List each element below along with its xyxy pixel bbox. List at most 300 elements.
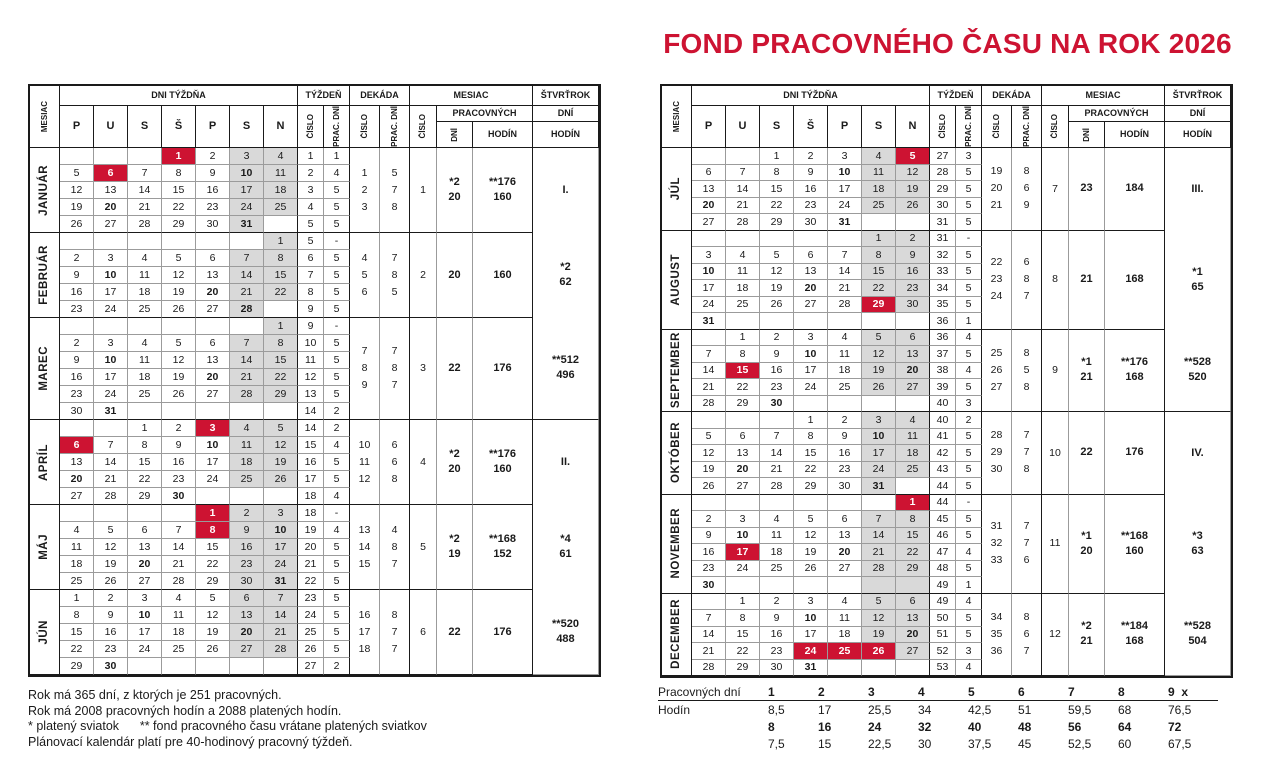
day-cell: 14 xyxy=(726,181,760,198)
day-cell xyxy=(726,495,760,512)
week-number-cell: 35 xyxy=(930,297,956,314)
month-label: MAREC xyxy=(30,318,60,420)
dekada-number-cell: 25 26 27 xyxy=(982,330,1012,413)
week-workdays-cell: 5 xyxy=(956,198,982,215)
day-cell: 3 xyxy=(230,148,264,165)
day-cell: 11 xyxy=(726,264,760,281)
day-cell: 19 xyxy=(862,627,896,644)
day-cell: 13 xyxy=(896,610,930,627)
day-cell: 25 xyxy=(128,301,162,318)
header-stvrtrok-hodin: HODÍN xyxy=(533,122,599,148)
day-cell: 24 xyxy=(794,379,828,396)
week-number-cell: 29 xyxy=(930,181,956,198)
month-hours-cell: 176 xyxy=(473,318,533,420)
month-hours-cell: **168 152 xyxy=(473,505,533,590)
header-pracovnych-dni: DNÍ xyxy=(1069,122,1105,148)
day-cell: 15 xyxy=(196,539,230,556)
week-workdays-cell: 5 xyxy=(956,429,982,446)
day-cell: 18 xyxy=(128,284,162,301)
header-day-6: S xyxy=(862,106,896,148)
hours-value-cell: 68 xyxy=(1118,702,1132,717)
hours-value-cell: 48 xyxy=(1018,719,1032,734)
day-cell: 12 xyxy=(60,182,94,199)
day-cell: 11 xyxy=(760,528,794,545)
day-cell: 18 xyxy=(230,454,264,471)
month-label: NOVEMBER xyxy=(662,495,692,594)
hours-row-label-empty xyxy=(658,735,768,752)
day-cell: 22 xyxy=(60,641,94,658)
hours-corner-label: Pracovných dní xyxy=(658,684,768,701)
day-cell: 4 xyxy=(60,522,94,539)
week-number-cell: 5 xyxy=(298,233,324,250)
day-cell: 4 xyxy=(162,590,196,607)
week-number-cell: 41 xyxy=(930,429,956,446)
day-cell: 2 xyxy=(162,420,196,437)
day-cell: 19 xyxy=(196,624,230,641)
hours-day-count-header: 7 xyxy=(1068,684,1118,701)
dekada-number-cell: 19 20 21 xyxy=(982,148,1012,231)
day-cell: 18 xyxy=(828,363,862,380)
week-workdays-cell: 5 xyxy=(324,607,350,624)
day-cell: 28 xyxy=(726,214,760,231)
day-cell xyxy=(94,505,128,522)
day-cell xyxy=(264,301,298,318)
header-dni-tyzdna: DNI TÝŽDŇA xyxy=(60,86,298,106)
week-workdays-cell: 1 xyxy=(324,148,350,165)
day-cell xyxy=(896,577,930,594)
day-cell: 6 xyxy=(896,594,930,611)
week-number-cell: 36 xyxy=(930,330,956,347)
day-cell: 6 xyxy=(196,335,230,352)
header-dekada: DEKÁDA xyxy=(982,86,1042,106)
day-cell: 16 xyxy=(896,264,930,281)
day-cell: 28 xyxy=(230,386,264,403)
day-cell: 12 xyxy=(692,445,726,462)
day-cell: 9 xyxy=(196,165,230,182)
week-workdays-cell: - xyxy=(324,233,350,250)
week-workdays-cell: 4 xyxy=(956,544,982,561)
day-cell: 15 xyxy=(794,445,828,462)
day-cell: 4 xyxy=(862,148,896,165)
day-cell: 25 xyxy=(128,386,162,403)
month-hours-cell: **168 160 xyxy=(1105,495,1165,594)
month-hours-cell: 176 xyxy=(473,590,533,675)
week-number-cell: 17 xyxy=(298,471,324,488)
day-cell: 19 xyxy=(692,462,726,479)
header-tyzden: TÝŽDEŇ xyxy=(298,86,350,106)
day-cell: 24 xyxy=(196,471,230,488)
week-workdays-cell: 5 xyxy=(956,445,982,462)
hours-value-cell: 37,5 xyxy=(968,736,992,751)
day-cell xyxy=(862,660,896,677)
week-number-cell: 34 xyxy=(930,280,956,297)
week-workdays-cell: - xyxy=(956,231,982,248)
day-cell: 23 xyxy=(896,280,930,297)
day-cell: 22 xyxy=(264,284,298,301)
day-cell: 27 xyxy=(196,386,230,403)
header-day-4: Š xyxy=(794,106,828,148)
day-cell: 5 xyxy=(264,420,298,437)
day-cell xyxy=(862,577,896,594)
day-cell: 18 xyxy=(760,544,794,561)
day-cell: 22 xyxy=(264,369,298,386)
day-cell: 28 xyxy=(760,478,794,495)
note-line: * platený sviatok ** fond pracovného času vrátane platených sviatkov xyxy=(28,719,427,733)
day-cell: 21 xyxy=(726,198,760,215)
quarter-value: I. xyxy=(562,183,569,196)
day-cell xyxy=(128,233,162,250)
day-cell: 20 xyxy=(828,544,862,561)
day-cell: 15 xyxy=(862,264,896,281)
header-day-7: N xyxy=(896,106,930,148)
dekada-workdays-cell: 7 8 5 xyxy=(380,233,410,318)
header-dekada-cislo: ČÍSLO xyxy=(982,106,1012,148)
day-cell: 2 xyxy=(896,231,930,248)
week-number-cell: 53 xyxy=(930,660,956,677)
day-cell: 17 xyxy=(828,181,862,198)
month-label: DECEMBER xyxy=(662,594,692,677)
day-cell: 24 xyxy=(726,561,760,578)
day-cell: 5 xyxy=(794,511,828,528)
week-number-cell: 30 xyxy=(930,198,956,215)
day-cell: 20 xyxy=(94,199,128,216)
day-cell: 23 xyxy=(828,462,862,479)
day-cell xyxy=(128,318,162,335)
week-number-cell: 22 xyxy=(298,573,324,590)
month-number-cell: 1 xyxy=(410,148,437,233)
day-cell: 15 xyxy=(896,528,930,545)
month-label: OKTÓBER xyxy=(662,412,692,495)
day-cell: 7 xyxy=(862,511,896,528)
header-mesiac-group: MESIAC xyxy=(410,86,533,106)
day-cell xyxy=(162,233,196,250)
day-cell: 21 xyxy=(230,284,264,301)
header-pracovnych: PRACOVNÝCH xyxy=(437,106,533,122)
day-cell: 28 xyxy=(828,297,862,314)
day-cell: 17 xyxy=(264,539,298,556)
day-cell: 23 xyxy=(60,301,94,318)
day-cell: 8 xyxy=(726,610,760,627)
day-cell: 22 xyxy=(726,643,760,660)
day-cell: 15 xyxy=(60,624,94,641)
day-cell: 10 xyxy=(196,437,230,454)
day-cell: 12 xyxy=(862,610,896,627)
quarter-value: **520 488 xyxy=(552,617,579,645)
week-workdays-cell: 3 xyxy=(956,643,982,660)
hours-day-count-header: 5 xyxy=(968,684,1018,701)
month-workdays-cell: *2 19 xyxy=(437,505,473,590)
day-cell: 5 xyxy=(862,330,896,347)
quarter-value: **528 504 xyxy=(1184,619,1211,647)
month-hours-cell: **176 160 xyxy=(473,148,533,233)
day-cell: 2 xyxy=(760,594,794,611)
hours-value-cell: 22,5 xyxy=(868,736,892,751)
week-workdays-cell: 5 xyxy=(324,267,350,284)
week-number-cell: 28 xyxy=(930,165,956,182)
hours-value-cell: 60 xyxy=(1118,736,1132,751)
header-day-7: N xyxy=(264,106,298,148)
day-cell xyxy=(828,313,862,330)
hours-value-cell: 8,5 xyxy=(768,702,785,717)
day-cell: 24 xyxy=(862,462,896,479)
day-cell: 13 xyxy=(196,267,230,284)
day-cell: 27 xyxy=(230,641,264,658)
quarter-value: *4 61 xyxy=(559,533,572,560)
header-stvrtrok-dni: DNÍ xyxy=(1165,106,1231,122)
week-number-cell: 18 xyxy=(298,505,324,522)
day-cell: 14 xyxy=(692,627,726,644)
week-workdays-cell: 4 xyxy=(956,330,982,347)
day-cell: 18 xyxy=(862,181,896,198)
day-cell xyxy=(94,420,128,437)
week-workdays-cell: 4 xyxy=(324,488,350,505)
day-cell: 14 xyxy=(94,454,128,471)
day-cell: 30 xyxy=(896,297,930,314)
header-day-3: S xyxy=(128,106,162,148)
month-label: MÁJ xyxy=(30,505,60,590)
day-cell: 8 xyxy=(264,250,298,267)
month-label: AUGUST xyxy=(662,231,692,330)
week-number-cell: 37 xyxy=(930,346,956,363)
week-workdays-cell: - xyxy=(324,318,350,335)
day-cell: 21 xyxy=(162,556,196,573)
month-number-cell: 6 xyxy=(410,590,437,675)
day-cell: 23 xyxy=(794,198,828,215)
day-cell: 2 xyxy=(60,250,94,267)
day-cell: 8 xyxy=(862,247,896,264)
week-number-cell: 11 xyxy=(298,352,324,369)
day-cell xyxy=(94,148,128,165)
header-tyzden: TÝŽDEŇ xyxy=(930,86,982,106)
week-number-cell: 33 xyxy=(930,264,956,281)
day-cell: 18 xyxy=(60,556,94,573)
hours-day-count-header: 9 x xyxy=(1168,684,1218,701)
holiday-day-cell: 25 xyxy=(828,643,862,660)
day-cell: 3 xyxy=(94,335,128,352)
week-workdays-cell: 1 xyxy=(956,313,982,330)
day-cell: 7 xyxy=(726,165,760,182)
day-cell: 23 xyxy=(230,556,264,573)
day-cell: 23 xyxy=(760,643,794,660)
day-cell xyxy=(230,488,264,505)
week-number-cell: 48 xyxy=(930,561,956,578)
day-cell: 3 xyxy=(794,330,828,347)
day-cell: 18 xyxy=(828,627,862,644)
day-cell: 7 xyxy=(230,335,264,352)
header-day-4: Š xyxy=(162,106,196,148)
day-cell: 25 xyxy=(60,573,94,590)
day-cell: 7 xyxy=(828,247,862,264)
holiday-day-cell: 6 xyxy=(94,165,128,182)
week-workdays-cell: 5 xyxy=(324,573,350,590)
day-cell: 2 xyxy=(196,148,230,165)
day-cell: 26 xyxy=(896,198,930,215)
hours-value-cell: 25,5 xyxy=(868,702,892,717)
day-cell xyxy=(726,231,760,248)
day-cell: 24 xyxy=(94,301,128,318)
day-cell: 1 xyxy=(726,330,760,347)
day-cell: 6 xyxy=(692,165,726,182)
hours-value-cell: 24 xyxy=(868,719,882,734)
header-mesiac-cislo: ČÍSLO xyxy=(410,106,437,148)
header-dekada-prac-dni: PRAC. DNÍ xyxy=(380,106,410,148)
day-cell: 18 xyxy=(128,369,162,386)
day-cell: 21 xyxy=(760,462,794,479)
day-cell: 25 xyxy=(162,641,196,658)
week-number-cell: 3 xyxy=(298,182,324,199)
day-cell: 8 xyxy=(896,511,930,528)
quarter-cell xyxy=(1165,412,1231,676)
header-mesiac: MESIAC xyxy=(30,86,60,148)
header-dekada: DEKÁDA xyxy=(350,86,410,106)
day-cell xyxy=(896,214,930,231)
week-number-cell: 43 xyxy=(930,462,956,479)
day-cell: 21 xyxy=(828,280,862,297)
week-number-cell: 31 xyxy=(930,231,956,248)
day-cell: 6 xyxy=(726,429,760,446)
day-cell: 9 xyxy=(230,522,264,539)
month-number-cell: 2 xyxy=(410,233,437,318)
day-cell: 6 xyxy=(230,590,264,607)
hours-value-cell: 15 xyxy=(818,736,832,751)
day-cell: 4 xyxy=(896,412,930,429)
header-tyzden-cislo: ČÍSLO xyxy=(298,106,324,148)
month-label: JÚN xyxy=(30,590,60,675)
week-workdays-cell: 5 xyxy=(956,214,982,231)
week-number-cell: 39 xyxy=(930,379,956,396)
week-workdays-cell: 5 xyxy=(324,352,350,369)
day-cell xyxy=(162,318,196,335)
header-pracovnych: PRACOVNÝCH xyxy=(1069,106,1165,122)
week-number-cell: 14 xyxy=(298,420,324,437)
holiday-day-cell: 8 xyxy=(196,522,230,539)
day-cell: 9 xyxy=(94,607,128,624)
day-cell: 28 xyxy=(862,561,896,578)
month-label: JANUÁR xyxy=(30,148,60,233)
day-cell: 26 xyxy=(94,573,128,590)
day-cell: 6 xyxy=(128,522,162,539)
day-cell xyxy=(60,420,94,437)
day-cell: 21 xyxy=(692,379,726,396)
day-cell xyxy=(828,577,862,594)
week-workdays-cell: 1 xyxy=(956,577,982,594)
week-workdays-cell: 3 xyxy=(956,396,982,413)
week-number-cell: 8 xyxy=(298,284,324,301)
day-cell xyxy=(896,660,930,677)
week-number-cell: 12 xyxy=(298,369,324,386)
day-cell: 21 xyxy=(94,471,128,488)
day-cell: 28 xyxy=(230,301,264,318)
holiday-day-cell: 5 xyxy=(896,148,930,165)
day-cell: 28 xyxy=(94,488,128,505)
day-cell: 30 xyxy=(94,658,128,675)
month-workdays-cell: 22 xyxy=(1069,412,1105,495)
hours-value-cell: 34 xyxy=(918,702,932,717)
month-number-cell: 9 xyxy=(1042,330,1069,413)
quarter-value: II. xyxy=(560,455,571,468)
day-cell: 25 xyxy=(760,561,794,578)
header-mesiac-cislo: ČÍSLO xyxy=(1042,106,1069,148)
day-cell: 20 xyxy=(896,363,930,380)
calendar-table-second-half xyxy=(660,84,1233,678)
week-number-cell: 9 xyxy=(298,318,324,335)
day-cell: 11 xyxy=(264,165,298,182)
week-workdays-cell: 5 xyxy=(324,590,350,607)
day-cell: 25 xyxy=(230,471,264,488)
month-workdays-cell: *2 21 xyxy=(1069,594,1105,677)
day-cell: 1 xyxy=(264,233,298,250)
hours-value-cell: 45 xyxy=(1018,736,1032,751)
day-cell xyxy=(264,658,298,675)
day-cell: 3 xyxy=(94,250,128,267)
day-cell xyxy=(230,233,264,250)
day-cell: 14 xyxy=(264,607,298,624)
week-workdays-cell: 5 xyxy=(956,627,982,644)
day-cell: 20 xyxy=(128,556,162,573)
day-cell: 14 xyxy=(692,363,726,380)
day-cell xyxy=(60,505,94,522)
header-stvrtrok-dni: DNÍ xyxy=(533,106,599,122)
day-cell: 27 xyxy=(94,216,128,233)
day-cell: 21 xyxy=(692,643,726,660)
day-cell: 1 xyxy=(60,590,94,607)
header-day-3: S xyxy=(760,106,794,148)
day-cell xyxy=(828,660,862,677)
week-number-cell: 5 xyxy=(298,216,324,233)
header-mesiac-group: MESIAC xyxy=(1042,86,1165,106)
week-workdays-cell: 5 xyxy=(324,250,350,267)
day-cell: 9 xyxy=(760,346,794,363)
day-cell: 29 xyxy=(726,660,760,677)
holiday-day-cell: 1 xyxy=(162,148,196,165)
day-cell: 1 xyxy=(794,412,828,429)
header-tyzden-prac-dni: PRAC. DNÍ xyxy=(956,106,982,148)
quarter-value: *3 63 xyxy=(1191,529,1204,557)
day-cell: 20 xyxy=(196,369,230,386)
dekada-workdays-cell: 8 6 7 xyxy=(1012,594,1042,677)
day-cell: 19 xyxy=(264,454,298,471)
day-cell: 16 xyxy=(94,624,128,641)
day-cell xyxy=(760,412,794,429)
week-workdays-cell: 5 xyxy=(324,454,350,471)
day-cell: 16 xyxy=(162,454,196,471)
day-cell: 10 xyxy=(94,352,128,369)
hours-day-count-header: 3 xyxy=(868,684,918,701)
day-cell xyxy=(726,313,760,330)
day-cell: 8 xyxy=(264,335,298,352)
day-cell: 9 xyxy=(60,267,94,284)
week-number-cell: 50 xyxy=(930,610,956,627)
hours-value-cell: 64 xyxy=(1118,719,1132,734)
month-hours-cell: **176 168 xyxy=(1105,330,1165,413)
day-cell: 21 xyxy=(230,369,264,386)
week-number-cell: 42 xyxy=(930,445,956,462)
dekada-number-cell: 22 23 24 xyxy=(982,231,1012,330)
day-cell: 17 xyxy=(230,182,264,199)
day-cell: 28 xyxy=(264,641,298,658)
holiday-day-cell: 29 xyxy=(862,297,896,314)
hours-reference-table xyxy=(658,684,1218,752)
hours-value-cell: 8 xyxy=(768,719,775,734)
month-hours-cell: **176 160 xyxy=(473,420,533,505)
day-cell: 6 xyxy=(828,511,862,528)
day-cell: 29 xyxy=(162,216,196,233)
week-number-cell: 2 xyxy=(298,165,324,182)
day-cell: 29 xyxy=(196,573,230,590)
day-cell xyxy=(692,594,726,611)
day-cell: 12 xyxy=(862,346,896,363)
day-cell: 7 xyxy=(94,437,128,454)
